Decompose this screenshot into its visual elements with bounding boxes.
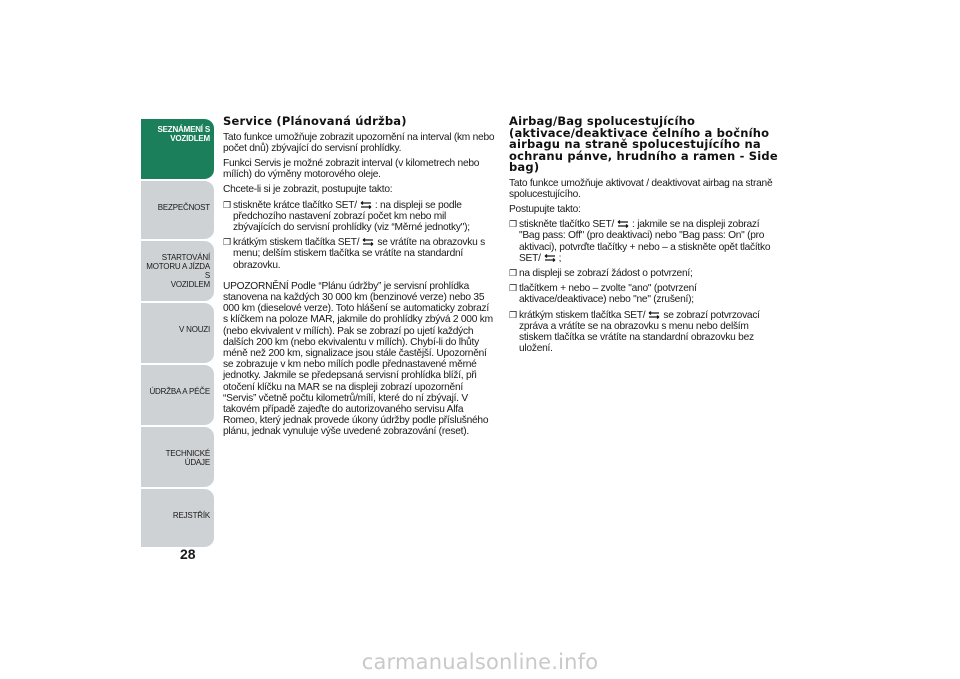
tab-seznameni-s-vozidlem[interactable]: SEZNÁMENÍ S VOZIDLEM (141, 118, 214, 180)
service-warning: UPOZORNĚNÍ Podle “Plánu údržby” je servisní prohlídka stanovena na každých 30 000 km (benzinové verze) nebo 35 000 km (dieselové verze). Toto hlášení se automaticky zobrazí s klíčkem na poloze MAR, jakmile do prohlídky zbývá 2 000 km (nebo ekvivalent v mílích). Pak se zobrazí po ujetí každých dalších 200 km (nebo ekvivalentu v mílích). Chybí-li do lhůty méně než 200 km, signalizace jsou stále častější. Upozornění se zobrazuje v km nebo mílích podle přednastavené měrné jednotky. Jakmile se předepsaná servisní prohlídka blíží, při otočení klíčku na MAR se na displeji zobrazí upozornění “Servis” včetně počtu kilometrů/mílí, které do ní zbývají. V takovém případě zajeďte do autorizovaného servisu Alfa Romeo, který jednak provede úkony údržby podle příslušného plánu, jednak vynuluje výše uvedené zobrazování (reset). (223, 280, 493, 438)
tab-v-nouzi[interactable]: V NOUZI (141, 302, 214, 364)
airbag-heading: Airbag/Bag spolucestujícího (aktivace/deaktivace čelního a bočního airbagu na straně spolucestujícího na ochranu pánve, hrudního a ramen - Side bag) (509, 114, 778, 174)
service-paragraph-2: Funkci Servis je možné zobrazit interval (v kilometrech nebo mílích) do výměny motorového oleje. (223, 157, 480, 181)
service-step-2: ❒ krátkým stiskem tlačítka SET/ se vrátíte na obrazovku s menu; delším stiskem tlačítka se vrátíte na standardní obrazovku. (223, 237, 485, 271)
airbag-paragraph-1: Tato funkce umožňuje aktivovat / deaktivovat airbag na straně spolucestujícího. (509, 177, 773, 200)
airbag-step-3: ❒ tlačítkem + nebo – zvolte "ano" (potvrzení aktivace/deaktivace) nebo "ne" (zrušení); (509, 283, 697, 306)
airbag-paragraph-2: Postupujte takto: (509, 203, 581, 215)
left-column (223, 116, 495, 442)
airbag-step-2: ❒ na displeji se zobrazí žádost o potvrzení; (509, 267, 693, 279)
set-back-key-icon (361, 238, 375, 246)
tab-bezpecnost[interactable]: BEZPEČNOST (141, 180, 214, 240)
set-back-key-icon (647, 311, 661, 319)
watermark: carmanualsonline.info (361, 650, 599, 674)
tab-udrzba-a-pece[interactable]: ÚDRŽBA A PÉČE (141, 364, 214, 426)
page-number: 28 (180, 546, 196, 562)
bullet-box-icon: ❒ (223, 199, 231, 210)
service-paragraph-3: Chcete-li si je zobrazit, postupujte takto: (223, 184, 393, 196)
set-back-key-icon (359, 201, 373, 209)
service-step-1: ❒ stiskněte krátce tlačítko SET/ : na displeji se podle předchozího nastavení zobrazí počet km nebo mil zbývajících do servisní prohlídky (viz “Měrné jednotky"); (223, 199, 470, 233)
tab-startovani[interactable]: STARTOVÁNÍ MOTORU A JÍZDA S VOZIDLEM (141, 240, 214, 302)
bullet-box-icon: ❒ (509, 283, 517, 294)
bullet-box-icon: ❒ (223, 237, 231, 248)
right-column (509, 116, 779, 358)
airbag-step-1: ❒ stiskněte tlačítko SET/ : jakmile se na displeji zobrazí "Bag pass: Off" (pro deaktivaci) nebo "Bag pass: On" (pro aktivaci), potvrďte tlačítky + nebo – a stiskněte opět tlačítko SET/ ; (509, 219, 771, 264)
airbag-step-4: ❒ krátkým stiskem tlačítka SET/ se zobrazí potvrzovací zpráva a vrátíte se na obrazovku s menu nebo delším stiskem tlačítka se vrátíte na standardní obrazovku bez uložení. (509, 309, 760, 355)
service-paragraph-1: Tato funkce umožňuje zobrazit upozornění na interval (km nebo počet dnů) zbývající do servisní prohlídky. (223, 131, 495, 154)
tab-technicke-udaje[interactable]: TECHNICKÉ ÚDAJE (141, 426, 214, 488)
set-back-key-icon (616, 220, 630, 228)
service-heading: Service (Plánovaná údržba) (223, 114, 407, 128)
bullet-box-icon: ❒ (509, 309, 517, 320)
set-back-key-icon (543, 254, 557, 262)
tab-rejstrik[interactable]: REJSTŘÍK (141, 488, 214, 548)
bullet-box-icon: ❒ (509, 267, 517, 278)
bullet-box-icon: ❒ (509, 219, 517, 230)
